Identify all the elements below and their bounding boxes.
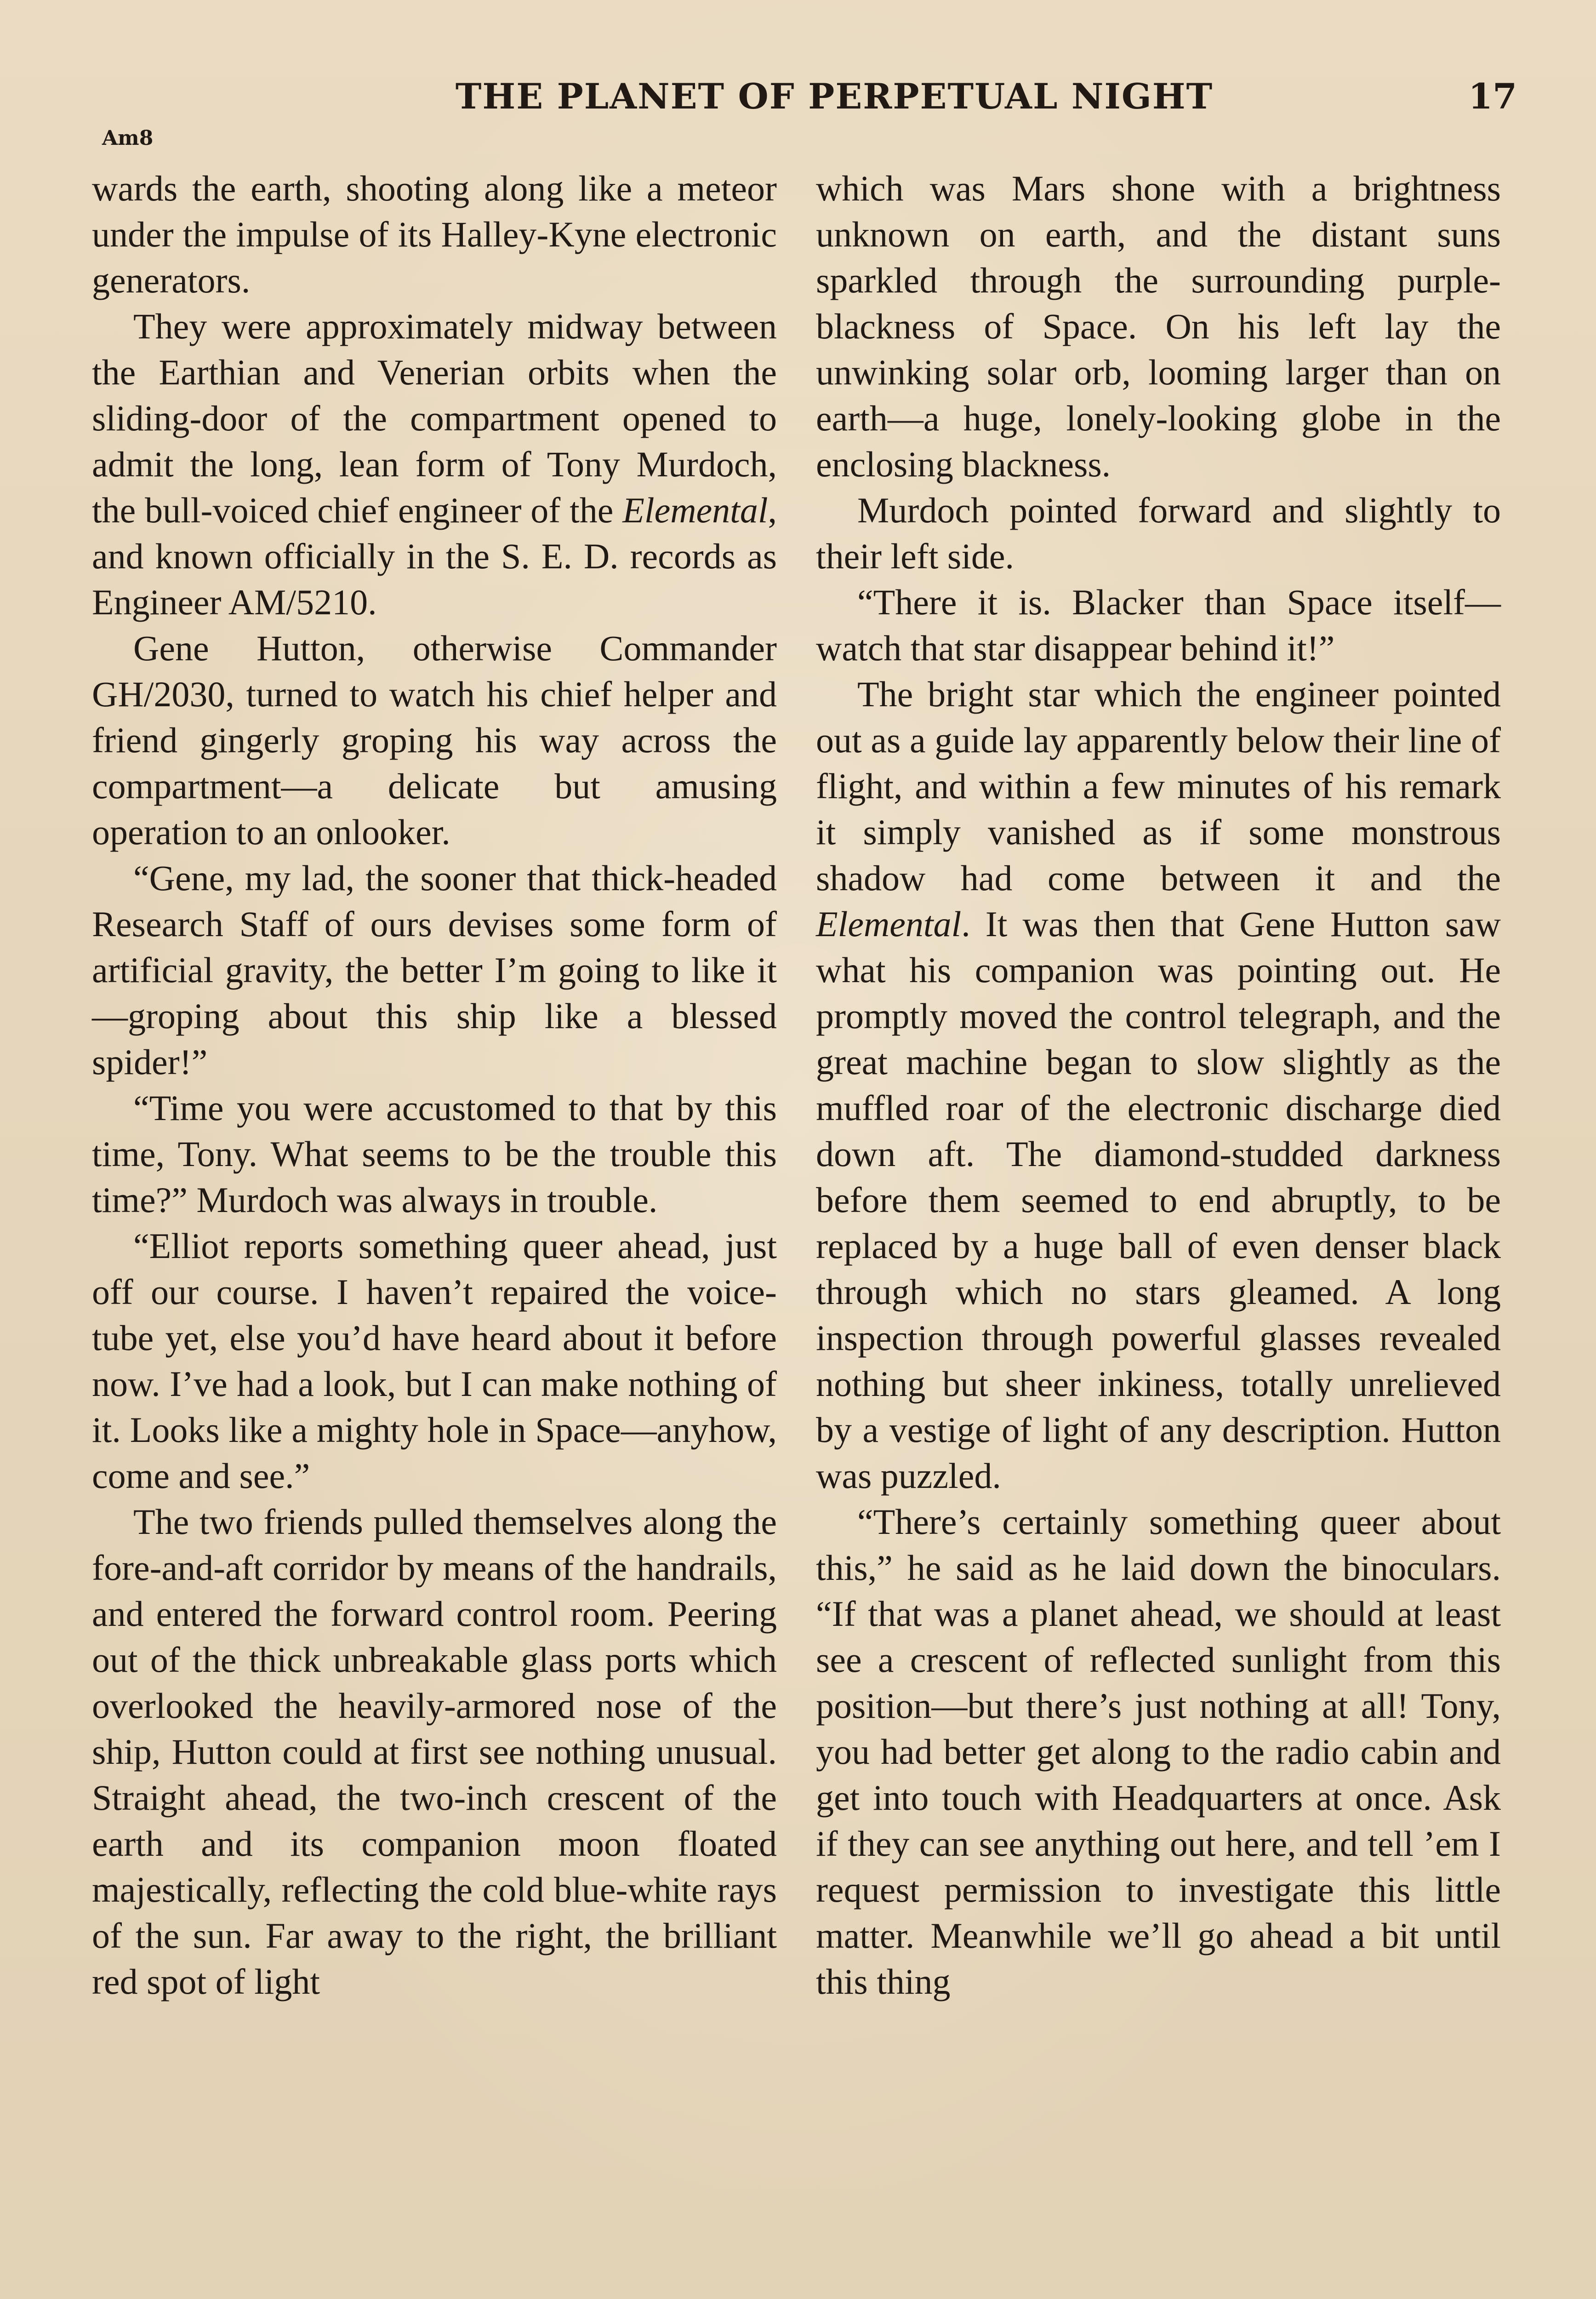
paragraph [816, 671, 1501, 1499]
left-text-column [92, 166, 777, 2005]
paragraph-text: They were approximately midway between the Earthian and Venerian orbits when the sliding-door of the compartment opened to admit the long, lean form of Tony Murdoch, the bull-voiced chief engineer of the [92, 306, 777, 530]
paragraph-text: , and known officially in the S. E. D. records as Engineer AM/5210. [92, 490, 777, 622]
paragraph: “Elliot reports something queer ahead, just off our course. I haven’t repaired the voice-tube yet, else you’d have heard about it before now. I’ve had a look, but I can make nothing of it. Looks like a mighty hole in Space—anyhow, come and see.” [92, 1226, 777, 1496]
paragraph: wards the earth, shooting along like a meteor under the impulse of its Halley-Kyne electronic generators. [92, 168, 777, 300]
printer-signature-mark: Am8 [102, 126, 154, 150]
paragraph-text: . It was then that Gene Hutton saw what his companion was pointing out. He promptly moved the control telegraph, and the great machine began to slow slightly as the muffled roar of the electronic discharge died down aft. The diamond-studded darkness before them seemed to end abruptly, to be replaced by a huge ball of even denser black through which no stars gleamed. A long inspection through powerful glasses revealed nothing but sheer inkiness, totally unrelieved by a vestige of light of any description. Hutton was puzzled. [816, 904, 1501, 1496]
paragraph: “Time you were accustomed to that by this time, Tony. What seems to be the trouble this time?” Murdoch was always in trouble. [92, 1088, 777, 1220]
paragraph: “There’s certainly something queer about this,” he said as he laid down the binoculars. “If that was a planet ahead, we should at least see a crescent of reflected sunlight from this position—but there’s just nothing at all! Tony, you had better get along to the radio cabin and get into touch with Headquarters at once. Ask if they can see anything out here, and tell ’em I request permission to investigate this little matter. Meanwhile we’ll go ahead a bit until this thing [816, 1502, 1501, 2002]
paragraph-text: The bright star which the engineer pointed out as a guide lay apparently below their line of flight, and within a few minutes of his remark it simply vanished as if some monstrous shadow had come between it and the [816, 674, 1501, 898]
ship-name-italic: Elemental [622, 490, 768, 530]
page-number: 17 [1468, 76, 1517, 117]
paragraph: “Gene, my lad, the sooner that thick-headed Research Staff of ours devises some form of artificial gravity, the better I’m going to like it—groping about this ship like a blessed spider!” [92, 858, 777, 1082]
paragraph: “There it is. Blacker than Space itself—watch that star disappear behind it!” [816, 582, 1501, 668]
running-title: THE PLANET OF PERPETUAL NIGHT [455, 76, 1214, 117]
paragraph: which was Mars shone with a brightness unknown on earth, and the distant suns sparkled through the surrounding purple-blackness of Space. On his left lay the unwinking solar orb, looming larger than on earth—a huge, lonely-looking globe in the enclosing blackness. [816, 168, 1501, 484]
paragraph: The two friends pulled themselves along the fore-and-aft corridor by means of the handrails, and entered the forward control room. Peering out of the thick unbreakable glass ports which overlooked the heavily-armored nose of the ship, Hutton could at first see nothing unusual. Straight ahead, the two-inch crescent of the earth and its companion moon floated majestically, reflecting the cold blue-white rays of the sun. Far away to the right, the brilliant red spot of light [92, 1502, 777, 2002]
paragraph: Murdoch pointed forward and slightly to their left side. [816, 490, 1501, 576]
ship-name-italic: Elemental [816, 904, 962, 944]
paragraph [92, 303, 777, 625]
paragraph: Gene Hutton, otherwise Commander GH/2030, turned to watch his chief helper and friend gingerly groping his way across the compartment—a delicate but amusing operation to an onlooker. [92, 628, 777, 852]
right-text-column [816, 166, 1501, 2005]
